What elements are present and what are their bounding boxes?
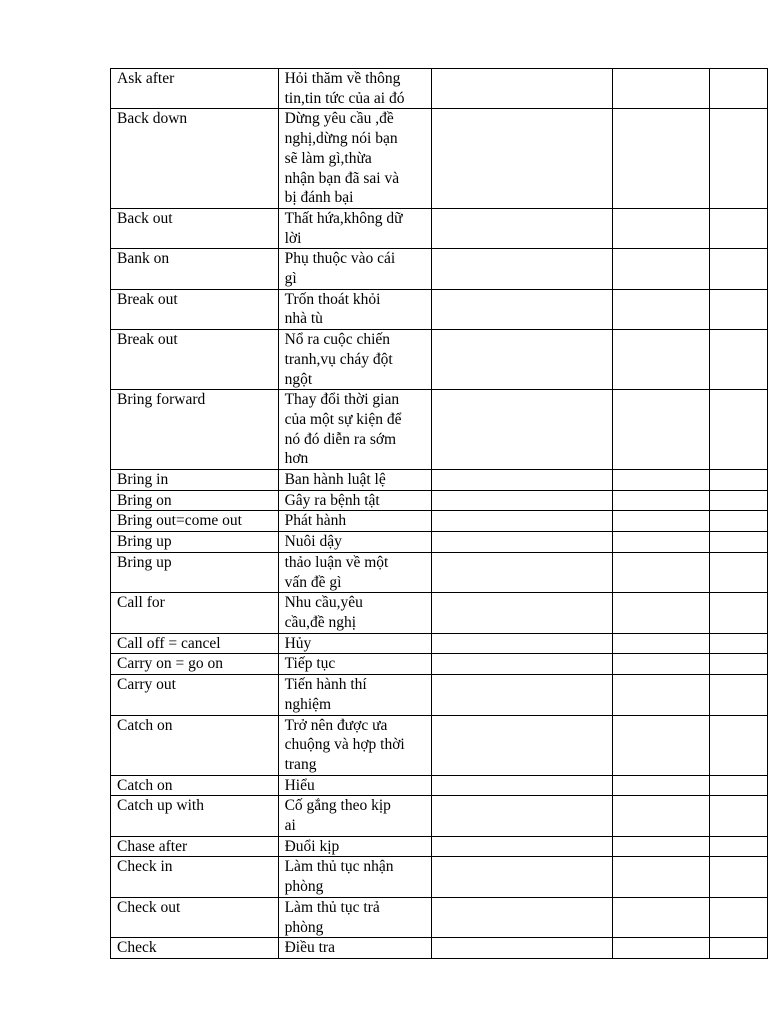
empty-cell-5 xyxy=(710,775,768,796)
empty-cell-3 xyxy=(431,938,612,959)
meaning-line: sẽ làm gì,thừa xyxy=(284,149,372,167)
meaning-cell xyxy=(278,249,431,289)
meaning-line: Dừng yêu cầu ,đề xyxy=(284,110,394,128)
phrase-cell: Break out xyxy=(111,330,279,390)
meaning-line: Làm thủ tục trả xyxy=(284,898,380,916)
empty-cell-4 xyxy=(612,715,709,775)
meaning-cell xyxy=(278,390,431,470)
empty-cell-3 xyxy=(431,532,612,553)
empty-cell-5 xyxy=(710,857,768,897)
empty-cell-4 xyxy=(612,857,709,897)
empty-cell-3 xyxy=(431,633,612,654)
phrase-cell: Chase after xyxy=(111,836,279,857)
meaning-line: cầu,đề nghị xyxy=(284,613,357,631)
meaning-line: Trở nên được ưa xyxy=(284,716,388,734)
phrase-cell: Check out xyxy=(111,897,279,937)
empty-cell-3 xyxy=(431,69,612,109)
empty-cell-5 xyxy=(710,109,768,209)
table-row xyxy=(111,796,768,836)
meaning-cell xyxy=(278,208,431,248)
meaning-cell xyxy=(278,633,431,654)
table-row xyxy=(111,675,768,715)
table-row xyxy=(111,208,768,248)
table-row xyxy=(111,289,768,329)
meaning-cell xyxy=(278,470,431,491)
empty-cell-5 xyxy=(710,897,768,937)
meaning-cell xyxy=(278,796,431,836)
empty-cell-5 xyxy=(710,552,768,592)
empty-cell-4 xyxy=(612,69,709,109)
phrasal-verb-table xyxy=(110,68,768,959)
meaning-line: chuộng và hợp thời xyxy=(284,736,405,754)
table-row xyxy=(111,836,768,857)
meaning-line: phòng xyxy=(284,878,324,896)
empty-cell-4 xyxy=(612,897,709,937)
empty-cell-4 xyxy=(612,775,709,796)
table-row xyxy=(111,897,768,937)
table-row xyxy=(111,511,768,532)
empty-cell-3 xyxy=(431,552,612,592)
meaning-line: Hiểu xyxy=(284,776,315,794)
empty-cell-4 xyxy=(612,109,709,209)
meaning-cell xyxy=(278,289,431,329)
empty-cell-4 xyxy=(612,633,709,654)
meaning-cell xyxy=(278,109,431,209)
meaning-line: của một sự kiện để xyxy=(284,410,402,428)
phrase-cell: Check xyxy=(111,938,279,959)
empty-cell-4 xyxy=(612,654,709,675)
empty-cell-5 xyxy=(710,836,768,857)
phrase-cell: Call for xyxy=(111,593,279,633)
empty-cell-3 xyxy=(431,897,612,937)
empty-cell-3 xyxy=(431,289,612,329)
empty-cell-3 xyxy=(431,390,612,470)
empty-cell-5 xyxy=(710,532,768,553)
meaning-cell xyxy=(278,775,431,796)
empty-cell-4 xyxy=(612,208,709,248)
phrase-cell: Carry out xyxy=(111,675,279,715)
empty-cell-4 xyxy=(612,796,709,836)
empty-cell-5 xyxy=(710,208,768,248)
meaning-line: phòng xyxy=(284,918,324,936)
meaning-line: Gây ra bệnh tật xyxy=(284,491,380,509)
meaning-line: Điều tra xyxy=(284,939,335,957)
meaning-line: Đuổi kịp xyxy=(284,837,340,855)
meaning-line: Nổ ra cuộc chiến xyxy=(284,331,391,349)
table-row xyxy=(111,390,768,470)
empty-cell-4 xyxy=(612,552,709,592)
phrase-cell: Ask after xyxy=(111,69,279,109)
phrase-cell: Bring in xyxy=(111,470,279,491)
table-row xyxy=(111,552,768,592)
empty-cell-3 xyxy=(431,470,612,491)
empty-cell-4 xyxy=(612,249,709,289)
meaning-line: hơn xyxy=(284,450,309,468)
empty-cell-4 xyxy=(612,675,709,715)
meaning-line: Cố gắng theo kịp xyxy=(284,797,391,815)
phrase-cell: Bring out=come out xyxy=(111,511,279,532)
meaning-cell xyxy=(278,675,431,715)
meaning-line: lời xyxy=(284,229,302,247)
meaning-line: tranh,vụ cháy đột xyxy=(284,350,393,368)
empty-cell-5 xyxy=(710,715,768,775)
empty-cell-5 xyxy=(710,470,768,491)
meaning-cell xyxy=(278,654,431,675)
meaning-line: Nhu cầu,yêu xyxy=(284,594,363,612)
meaning-line: nhà tù xyxy=(284,310,323,328)
empty-cell-3 xyxy=(431,511,612,532)
meaning-line: Hỏi thăm về thông xyxy=(284,70,401,87)
empty-cell-5 xyxy=(710,938,768,959)
meaning-line: thảo luận về một xyxy=(284,553,389,571)
meaning-line: Tiến hành thí xyxy=(284,676,367,694)
meaning-line: Trốn thoát khỏi xyxy=(284,290,381,308)
table-row xyxy=(111,532,768,553)
meaning-line: Tiếp tục xyxy=(284,655,336,673)
empty-cell-5 xyxy=(710,490,768,511)
meaning-line: Phát hành xyxy=(284,512,347,530)
empty-cell-5 xyxy=(710,796,768,836)
phrase-cell: Catch on xyxy=(111,715,279,775)
empty-cell-3 xyxy=(431,675,612,715)
table-body xyxy=(111,69,768,959)
meaning-cell xyxy=(278,552,431,592)
table-row xyxy=(111,654,768,675)
table-row xyxy=(111,938,768,959)
meaning-line: Nuôi dậy xyxy=(284,533,342,551)
meaning-line: nhận bạn đã sai và xyxy=(284,169,400,187)
empty-cell-3 xyxy=(431,208,612,248)
table-row xyxy=(111,857,768,897)
phrase-cell: Check in xyxy=(111,857,279,897)
meaning-line: vấn đề gì xyxy=(284,573,342,591)
phrase-cell: Bring up xyxy=(111,532,279,553)
meaning-cell xyxy=(278,490,431,511)
table-row xyxy=(111,470,768,491)
table-row xyxy=(111,330,768,390)
empty-cell-4 xyxy=(612,836,709,857)
empty-cell-3 xyxy=(431,715,612,775)
meaning-cell xyxy=(278,330,431,390)
empty-cell-4 xyxy=(612,938,709,959)
table-row xyxy=(111,249,768,289)
empty-cell-4 xyxy=(612,511,709,532)
meaning-line: Thay đổi thời gian xyxy=(284,391,400,409)
meaning-cell xyxy=(278,897,431,937)
table-row xyxy=(111,593,768,633)
empty-cell-3 xyxy=(431,249,612,289)
meaning-line: ai xyxy=(284,817,296,835)
phrase-cell: Back down xyxy=(111,109,279,209)
empty-cell-4 xyxy=(612,532,709,553)
phrase-cell: Break out xyxy=(111,289,279,329)
meaning-cell xyxy=(278,857,431,897)
table-row xyxy=(111,633,768,654)
empty-cell-3 xyxy=(431,836,612,857)
meaning-cell xyxy=(278,836,431,857)
empty-cell-5 xyxy=(710,654,768,675)
phrase-cell: Bring forward xyxy=(111,390,279,470)
empty-cell-5 xyxy=(710,390,768,470)
empty-cell-5 xyxy=(710,593,768,633)
phrase-cell: Catch on xyxy=(111,775,279,796)
empty-cell-4 xyxy=(612,289,709,329)
empty-cell-3 xyxy=(431,330,612,390)
meaning-line: nghị,dừng nói bạn xyxy=(284,130,398,148)
phrase-cell: Catch up with xyxy=(111,796,279,836)
meaning-line: ngột xyxy=(284,370,313,388)
meaning-line: Thất hứa,không dữ xyxy=(284,209,403,227)
table-row xyxy=(111,775,768,796)
meaning-line: Phụ thuộc vào cái xyxy=(284,250,396,268)
meaning-line: nó đó diễn ra sớm xyxy=(284,430,397,448)
phrase-cell: Back out xyxy=(111,208,279,248)
empty-cell-5 xyxy=(710,249,768,289)
phrase-cell: Bank on xyxy=(111,249,279,289)
empty-cell-5 xyxy=(710,675,768,715)
table-row xyxy=(111,715,768,775)
meaning-line: Hủy xyxy=(284,634,312,652)
meaning-line: tin,tin tức của ai đó xyxy=(284,89,405,107)
empty-cell-5 xyxy=(710,633,768,654)
table-row xyxy=(111,109,768,209)
empty-cell-5 xyxy=(710,511,768,532)
phrase-cell: Call off = cancel xyxy=(111,633,279,654)
meaning-line: gì xyxy=(284,270,297,288)
meaning-cell xyxy=(278,69,431,109)
phrase-cell: Carry on = go on xyxy=(111,654,279,675)
meaning-cell xyxy=(278,532,431,553)
phrase-cell: Bring up xyxy=(111,552,279,592)
meaning-cell xyxy=(278,715,431,775)
empty-cell-4 xyxy=(612,390,709,470)
table-row xyxy=(111,69,768,109)
empty-cell-5 xyxy=(710,330,768,390)
empty-cell-5 xyxy=(710,289,768,329)
empty-cell-3 xyxy=(431,490,612,511)
empty-cell-4 xyxy=(612,470,709,491)
meaning-line: bị đánh bại xyxy=(284,189,354,207)
meaning-line: Làm thủ tục nhận xyxy=(284,858,394,876)
empty-cell-3 xyxy=(431,109,612,209)
empty-cell-3 xyxy=(431,654,612,675)
meaning-line: trang xyxy=(284,755,317,773)
table-row xyxy=(111,490,768,511)
meaning-cell xyxy=(278,593,431,633)
empty-cell-3 xyxy=(431,857,612,897)
empty-cell-3 xyxy=(431,593,612,633)
empty-cell-4 xyxy=(612,490,709,511)
meaning-cell xyxy=(278,938,431,959)
empty-cell-3 xyxy=(431,775,612,796)
meaning-line: nghiệm xyxy=(284,695,332,713)
empty-cell-3 xyxy=(431,796,612,836)
empty-cell-4 xyxy=(612,593,709,633)
empty-cell-5 xyxy=(710,69,768,109)
meaning-line: Ban hành luật lệ xyxy=(284,471,386,489)
meaning-cell xyxy=(278,511,431,532)
phrase-cell: Bring on xyxy=(111,490,279,511)
empty-cell-4 xyxy=(612,330,709,390)
